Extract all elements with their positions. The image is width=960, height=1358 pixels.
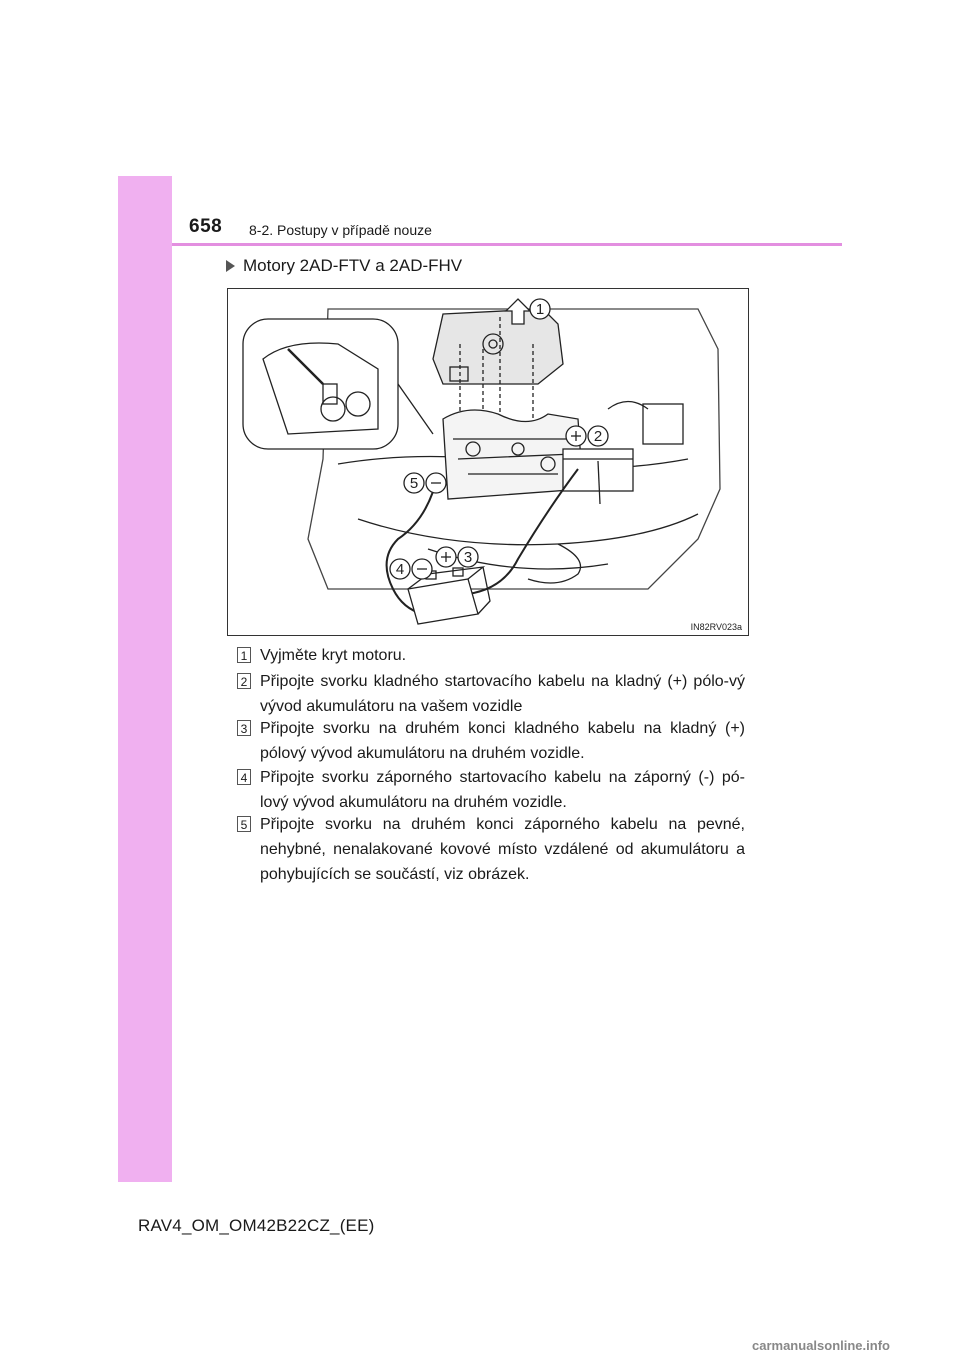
callout-2-label: 2 (593, 428, 603, 445)
subheading (226, 256, 462, 276)
step-2 (237, 669, 745, 719)
callout-4-label: 4 (395, 561, 405, 578)
figure-code: IN82RV023a (690, 622, 742, 632)
step-number-badge: 2 (237, 673, 251, 689)
engine-illustration (227, 288, 749, 636)
step-text: Vyjměte kryt motoru. (260, 647, 407, 664)
step-1 (237, 643, 745, 668)
step-text: Připojte svorku záporného startovacího kabelu na záporný (-) pó-lový vývod akumulátoru na druhém vozidle. (260, 769, 745, 811)
callout-3-label: 3 (463, 549, 473, 566)
section-title: 8-2. Postupy v případě nouze (249, 222, 432, 238)
engine-bay-drawing (228, 289, 748, 635)
step-3 (237, 716, 745, 766)
triangle-bullet-icon (226, 260, 235, 272)
watermark: carmanualsonline.info (752, 1338, 890, 1353)
step-text: Připojte svorku kladného startovacího kabelu na kladný (+) pólo-vý vývod akumulátoru na vašem vozidle (260, 673, 745, 715)
step-text: Připojte svorku na druhém konci kladného kabelu na kladný (+) pólový vývod akumulátoru na druhém vozidle. (260, 720, 745, 762)
step-number-badge: 3 (237, 720, 251, 736)
step-5 (237, 812, 745, 887)
step-number-badge: 1 (237, 647, 251, 663)
step-4 (237, 765, 745, 815)
page-number: 658 (189, 216, 223, 237)
step-number-badge: 5 (237, 816, 251, 832)
header-rule (172, 243, 842, 246)
step-text: Připojte svorku na druhém konci záporného kabelu na pevné, nehybné, nenalakované kovové místo vzdálené od akumulátoru a pohybujících se součástí, viz obrázek. (260, 816, 745, 883)
callout-5-label: 5 (409, 475, 419, 492)
chapter-tab-sidebar (118, 176, 172, 1182)
callout-1-label: 1 (535, 301, 545, 318)
document-footer: RAV4_OM_OM42B22CZ_(EE) (138, 1216, 375, 1235)
step-number-badge: 4 (237, 769, 251, 785)
subheading-text: Motory 2AD-FTV a 2AD-FHV (243, 256, 463, 275)
